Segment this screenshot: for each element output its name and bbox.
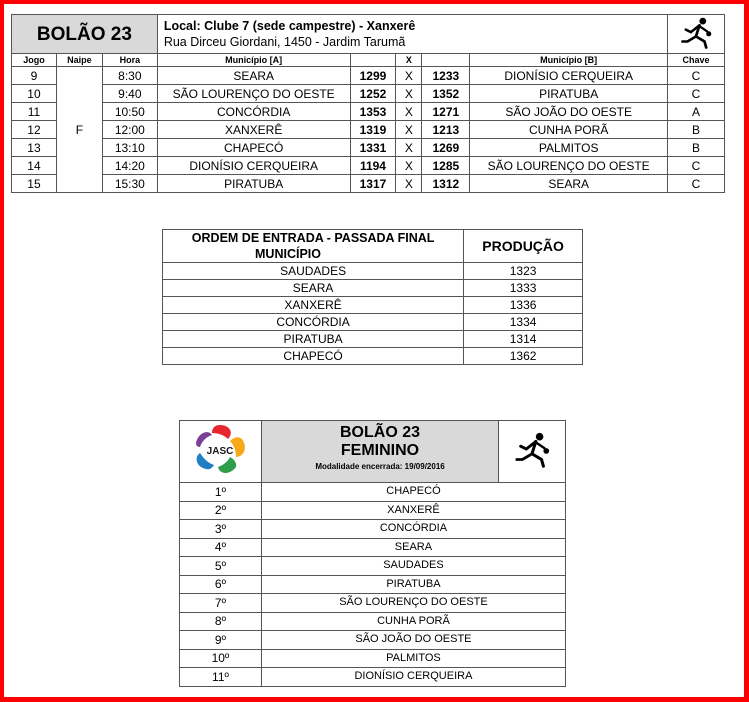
versus-cell: X [396,157,422,175]
chave-cell: C [668,157,725,175]
versus-cell: X [396,121,422,139]
hora-cell: 9:40 [102,85,157,103]
producao-a-cell: 1353 [350,103,396,121]
table-row [163,348,583,365]
table-row [180,501,566,520]
jogo-cell: 15 [12,175,57,193]
ranking-municipio-cell: SÃO LOURENÇO DO OESTE [261,594,565,613]
producao-b-cell: 1213 [422,121,470,139]
ranking-municipio-cell: XANXERÊ [261,501,565,520]
table-row [163,263,583,280]
table-row [180,649,566,668]
municipio-a-cell: DIONÍSIO CERQUEIRA [157,157,350,175]
entrance-producao-cell: 1336 [464,297,583,314]
ranking-title-cell [261,421,498,483]
table-row [163,331,583,348]
naipe-cell: F [56,67,102,193]
placement-cell: 1º [180,483,262,502]
hora-cell: 15:30 [102,175,157,193]
table-row [180,668,566,687]
ranking-municipio-cell: DIONÍSIO CERQUEIRA [261,668,565,687]
entrance-producao-cell: 1333 [464,280,583,297]
table-row [180,483,566,502]
chave-cell: B [668,139,725,157]
table-row [180,631,566,650]
producao-b-cell: 1312 [422,175,470,193]
games-location-block [157,15,667,54]
jasc-logo-text: JASC [207,446,234,457]
header-hora: Hora [102,54,157,67]
games-title: BOLÃO 23 [12,15,158,54]
jasc-logo [188,421,252,479]
table-row [163,280,583,297]
producao-a-cell: 1319 [350,121,396,139]
entrance-producao-cell: 1362 [464,348,583,365]
placement-cell: 5º [180,557,262,576]
hora-cell: 10:50 [102,103,157,121]
ranking-municipio-cell: PIRATUBA [261,575,565,594]
logo-petal [196,432,212,447]
producao-a-cell: 1317 [350,175,396,193]
municipio-a-cell: CHAPECÓ [157,139,350,157]
municipio-a-cell: SEARA [157,67,350,85]
placement-cell: 7º [180,594,262,613]
municipio-b-cell: PALMITOS [470,139,668,157]
table-row [12,121,725,139]
entrance-municipio-cell: CHAPECÓ [163,348,464,365]
games-column-headers [12,54,725,67]
chave-cell: C [668,67,725,85]
placement-cell: 10º [180,649,262,668]
table-row [12,175,725,193]
header-producao-b [422,54,470,67]
entrance-production-header: PRODUÇÃO [464,230,583,263]
municipio-a-cell: CONCÓRDIA [157,103,350,121]
entrance-municipio-header: MUNICÍPIO [163,246,464,263]
producao-a-cell: 1252 [350,85,396,103]
ranking-bowler-icon-cell [499,421,566,483]
ranking-municipio-cell: SAUDADES [261,557,565,576]
municipio-b-cell: SEARA [470,175,668,193]
entrance-municipio-cell: SAUDADES [163,263,464,280]
bowler-icon [513,431,551,469]
versus-cell: X [396,67,422,85]
hora-cell: 8:30 [102,67,157,85]
ranking-table [179,420,566,687]
municipio-b-cell: DIONÍSIO CERQUEIRA [470,67,668,85]
producao-b-cell: 1271 [422,103,470,121]
chave-cell: A [668,103,725,121]
ranking-closed-note: Modalidade encerrada: 19/09/2016 [315,462,445,471]
jogo-cell: 14 [12,157,57,175]
entrance-producao-cell: 1323 [464,263,583,280]
versus-cell: X [396,175,422,193]
table-row [163,297,583,314]
ranking-municipio-cell: CUNHA PORÃ [261,612,565,631]
producao-a-cell: 1331 [350,139,396,157]
logo-petal [212,425,231,439]
games-bowler-icon-cell [668,15,725,54]
header-municipio-a: Município [A] [157,54,350,67]
table-row [180,557,566,576]
table-row [12,67,725,85]
producao-b-cell: 1233 [422,67,470,85]
table-row [163,314,583,331]
ranking-municipio-cell: CONCÓRDIA [261,520,565,539]
ranking-title: BOLÃO 23 [340,424,421,441]
header-jogo: Jogo [12,54,57,67]
placement-cell: 6º [180,575,262,594]
header-municipio-b: Município [B] [470,54,668,67]
municipio-a-cell: PIRATUBA [157,175,350,193]
hora-cell: 13:10 [102,139,157,157]
games-table [11,14,725,193]
ranking-municipio-cell: SÃO JOÃO DO OESTE [261,631,565,650]
header-producao-a [350,54,396,67]
entrance-producao-cell: 1314 [464,331,583,348]
table-row [12,103,725,121]
ranking-municipio-cell: CHAPECÓ [261,483,565,502]
entrance-producao-cell: 1334 [464,314,583,331]
table-row [180,575,566,594]
producao-b-cell: 1269 [422,139,470,157]
header-chave: Chave [668,54,725,67]
chave-cell: B [668,121,725,139]
header-naipe: Naipe [56,54,102,67]
municipio-b-cell: CUNHA PORÃ [470,121,668,139]
jasc-logo-cell [180,421,262,483]
placement-cell: 2º [180,501,262,520]
table-row [12,85,725,103]
chave-cell: C [668,175,725,193]
games-address: Rua Dirceu Giordani, 1450 - Jardim Tarumã [163,35,406,49]
logo-petal [218,457,236,473]
table-row [180,520,566,539]
entrance-municipio-cell: XANXERÊ [163,297,464,314]
table-row [180,612,566,631]
ranking-municipio-cell: PALMITOS [261,649,565,668]
producao-b-cell: 1352 [422,85,470,103]
jogo-cell: 10 [12,85,57,103]
entrance-title: ORDEM DE ENTRADA - PASSADA FINAL [163,230,464,247]
chave-cell: C [668,85,725,103]
municipio-b-cell: PIRATUBA [470,85,668,103]
games-location: Local: Clube 7 (sede campestre) - Xanxerê [163,18,416,33]
entrance-municipio-cell: PIRATUBA [163,331,464,348]
placement-cell: 11º [180,668,262,687]
entrance-municipio-cell: CONCÓRDIA [163,314,464,331]
versus-cell: X [396,139,422,157]
jogo-cell: 11 [12,103,57,121]
producao-b-cell: 1285 [422,157,470,175]
placement-cell: 3º [180,520,262,539]
municipio-b-cell: SÃO JOÃO DO OESTE [470,103,668,121]
municipio-a-cell: SÃO LOURENÇO DO OESTE [157,85,350,103]
bowler-icon [679,16,713,50]
ranking-municipio-cell: SEARA [261,538,565,557]
versus-cell: X [396,103,422,121]
table-row [12,139,725,157]
jogo-cell: 13 [12,139,57,157]
placement-cell: 8º [180,612,262,631]
municipio-a-cell: XANXERÊ [157,121,350,139]
entrance-order-table [162,229,583,365]
jogo-cell: 12 [12,121,57,139]
table-row [180,538,566,557]
ranking-subtitle: FEMININO [340,442,420,459]
table-row [12,157,725,175]
versus-cell: X [396,85,422,103]
header-x: X [396,54,422,67]
producao-a-cell: 1194 [350,157,396,175]
hora-cell: 14:20 [102,157,157,175]
placement-cell: 9º [180,631,262,650]
placement-cell: 4º [180,538,262,557]
hora-cell: 12:00 [102,121,157,139]
producao-a-cell: 1299 [350,67,396,85]
entrance-municipio-cell: SEARA [163,280,464,297]
municipio-b-cell: SÃO LOURENÇO DO OESTE [470,157,668,175]
jogo-cell: 9 [12,67,57,85]
table-row [180,594,566,613]
